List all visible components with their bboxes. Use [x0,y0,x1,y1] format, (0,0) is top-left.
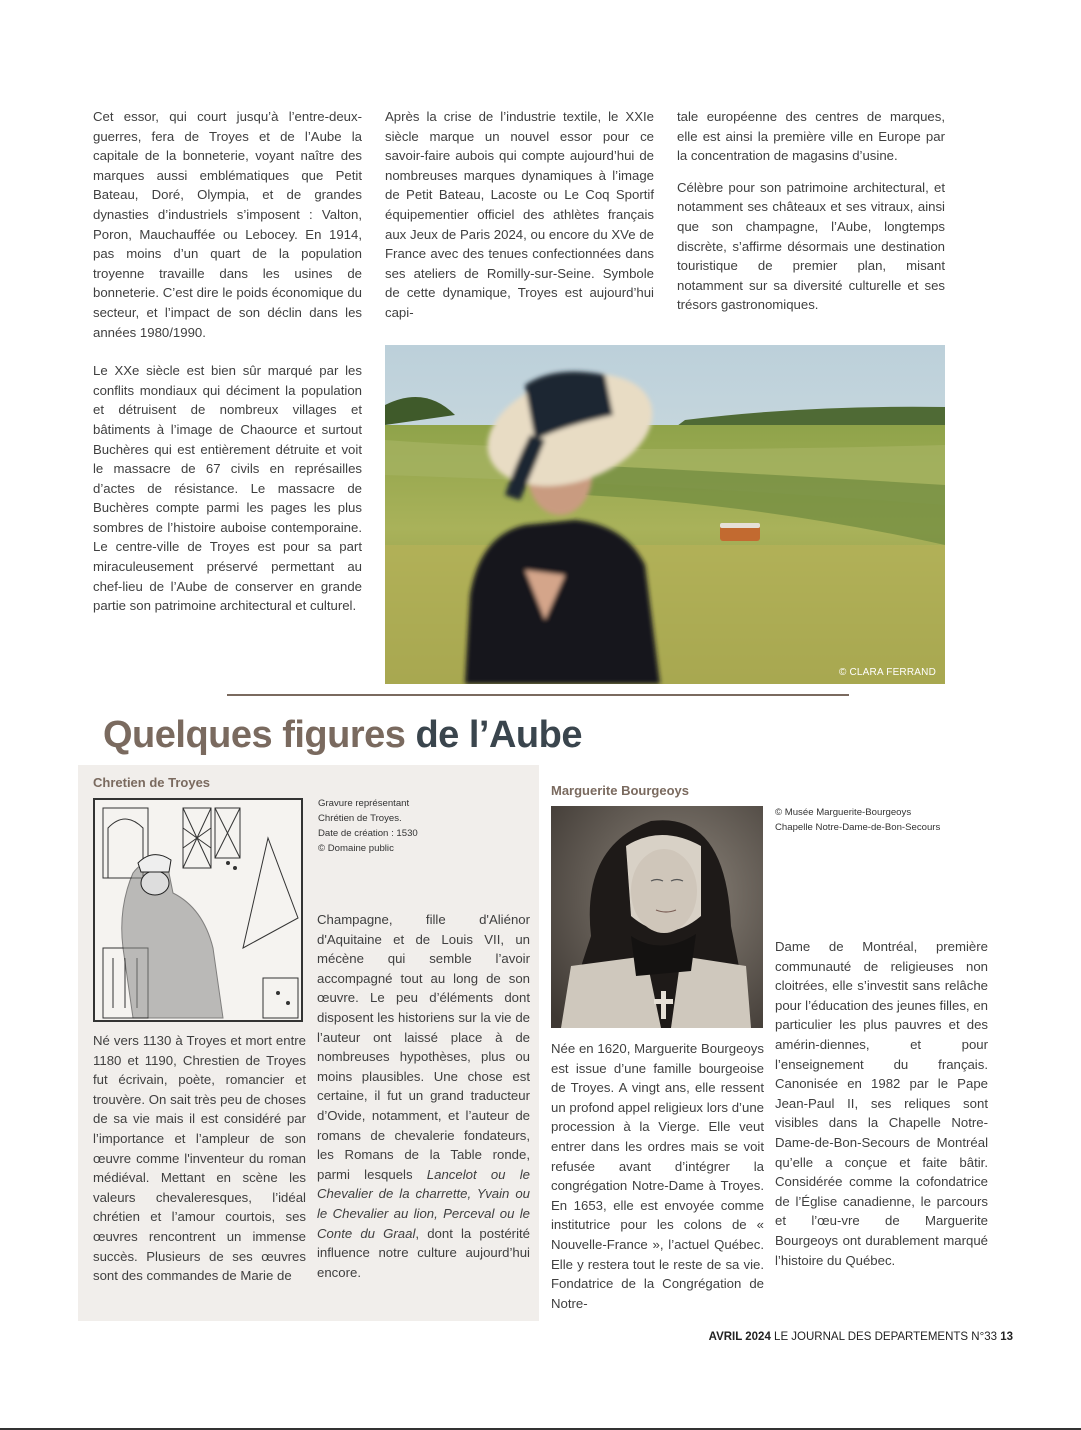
chretien-paragraph: Né vers 1130 à Troyes et mort entre 1180 et 1190, Chrestien de Troyes fut écrivain, poète, romancier et trouvère. On sait très peu de choses de sa vie mais il est considéré par l’importance et l’ampleur de son œuvre comme l'inventeur du roman médiéval. Mettant en scène les valeurs chevaleresques, l’idéal chrétien et l’amour courtois, ses œuvres rencontrent un immense succès. Plusieurs de ses œuvres sont des commandes de Marie de [93,1033,306,1284]
chretien-caption [318,796,418,856]
footer-month: AVRIL 2024 [708,1331,771,1343]
chretien-name: Chretien de Troyes [93,775,211,790]
page-number: 13 [1000,1331,1013,1343]
marguerite-paragraph: Née en 1620, Marguerite Bourgeoys est issue d’une famille bourgeoise de Troyes. A vingt ans, elle ressent un profond appel religieux lors d’une procession à la Vierge. Elle veut entrer dans les ordres mais se voit refusée avant d’intégrer la congrégation Notre-Dame à Troyes. En 1653, elle est envoyée comme institutrice pour les colons de « Nouvelle-France », l’actuel Québec. Elle y restera tout le reste de sa vie. Fondatrice de la Congrégation de Notre- [551,1041,764,1311]
works-titles: Lancelot ou le Chevalier de la charrette, Yvain ou le Chevalier au lion, Perceval ou le Conte du Graal [317,1166,530,1241]
portrait-image [551,806,763,1028]
footer-journal: LE JOURNAL DES DEPARTEMENTS N°33 [774,1331,997,1343]
text-run: Champagne, fille d'Aliénor d'Aquitaine et de Louis VII, un mécène qui semble l’avoir accompagné tout au long de son œuvre. Le peu d’éléments dont disposent les historiens sur la vie de l’auteur ont laissé place à de nombreuses hypothèses, plus ou moins plausibles. Une chose est certaine, il fut un grand traducteur d’Ovide, notamment, et l’auteur de romans de chevalerie fondateurs, les Romans de la Table ronde, parmi lesquels [317,912,530,1182]
chretien-paragraph-continued [317,910,530,1282]
marguerite-paragraph-continued: Dame de Montréal, première communauté de religieuses non cloitrées, elle s’investit sans relâche pour l’éducation des jeunes filles, en particulier les plus pauvres et des amérin-diennes, et pour l’enseignement du français. Canonisée en 1982 par le Pape Jean-Paul II, ses reliques sont visibles dans la Chapelle Notre-Dame-de-Bon-Secours de Montréal qu’elle a conçue et faite bâtir. Considérée comme la cofondatrice de l’Église canadienne, le parcours et l’œu-vre de Marguerite Bourgeoys ont durablement marqué l’histoire du Québec. [775,939,988,1268]
article-paragraph: Le XXe siècle est bien sûr marqué par les conflits mondiaux qui déciment la population et détruisent de nombreux villages et bâtiments à l’image de Chaource et surtout Buchères qui est entièrement détruite et voit le massacre de 67 civils en représailles d’actes de résistance. Le massacre de Buchères compte parmi les pages les plus sombres de l’histoire auboise contemporaine. Le centre-ville de Troyes est pour sa part miraculeusement préservé permettant au chef-lieu de l’Aube de conserver en grande partie son patrimoine architectural et culturel. [93,363,362,614]
article-paragraph: Célèbre pour son patrimoine architectural, et notamment ses châteaux et ses vitraux, ainsi que son champagne, l’Aube, longtemps discrète, s’affirme désormais une destination touristique de premier plan, misant notamment sur sa diversité culturelle et ses trésors gastronomiques. [677,179,945,313]
caption-line: Chapelle Notre-Dame-de-Bon-Secours [775,822,941,833]
photo-credit: © CLARA FERRAND [838,667,936,678]
marguerite-text-column-1 [551,1039,764,1313]
section-title [103,712,582,758]
caption-line: Chrétien de Troyes. [318,813,402,824]
article-column-3 [677,107,945,315]
caption-line: Gravure représentant [318,798,410,809]
marguerite-portrait [551,806,763,1028]
section-title-part1: Quelques figures [103,714,406,756]
text-run: , dont la postérité influence notre culture aujourd’hui encore. [317,1225,530,1280]
caption-line: Date de création : 1530 [318,828,418,839]
engraving-image [93,798,303,1022]
section-divider [227,694,849,696]
page-footer [709,1331,1013,1343]
marguerite-text-column-2 [775,937,988,1270]
landscape-photo [385,345,945,684]
article-paragraph: Après la crise de l’industrie textile, le XXIe siècle marque un nouvel essor pour ce savoir-faire aubois qui compte aujourd’hui de nombreuses marques dynamiques à l’image de Petit Bateau, Lacoste ou Le Coq Sportif équipementier officiel des athlètes français aux Jeux de Paris 2024, ou encore du XVe de France avec des tenues confectionnées dans ses ateliers de Romilly-sur-Seine. Symbole de cette dynamique, Troyes est aujourd’hui capi- [385,109,654,320]
woman-in-field-image [385,345,945,684]
chretien-engraving [93,798,303,1022]
van [720,523,760,541]
marguerite-name: Marguerite Bourgeoys [551,783,689,798]
article-paragraph: Cet essor, qui court jusqu’à l’entre-deux-guerres, fera de Troyes et de l’Aube la capitale de la bonneterie, voyant naître des marques aussi emblématiques que Petit Bateau, Doré, Olympia, et de grandes dynasties d’industriels s’imposent : Valton, Poron, Mauchauffée ou Lebocey. En 1914, pas moins d’un quart de la population troyenne travaille dans les usines de bonneterie. C’est dire le poids économique du secteur, et l’impact de son déclin dans les années 1980/1990. [93,109,362,340]
chretien-text-column-2 [317,910,530,1282]
marguerite-caption [775,805,940,835]
caption-line: © Domaine public [318,843,394,854]
chretien-text-column-1 [93,1031,306,1286]
caption-line: © Musée Marguerite-Bourgeoys [775,807,912,818]
article-column-1 [93,107,362,616]
article-column-2 [385,107,654,323]
section-title-part2: de l’Aube [415,714,582,756]
article-paragraph: tale européenne des centres de marques, elle est ainsi la première ville en Europe par la concentration de magasins d’usine. [677,109,945,164]
